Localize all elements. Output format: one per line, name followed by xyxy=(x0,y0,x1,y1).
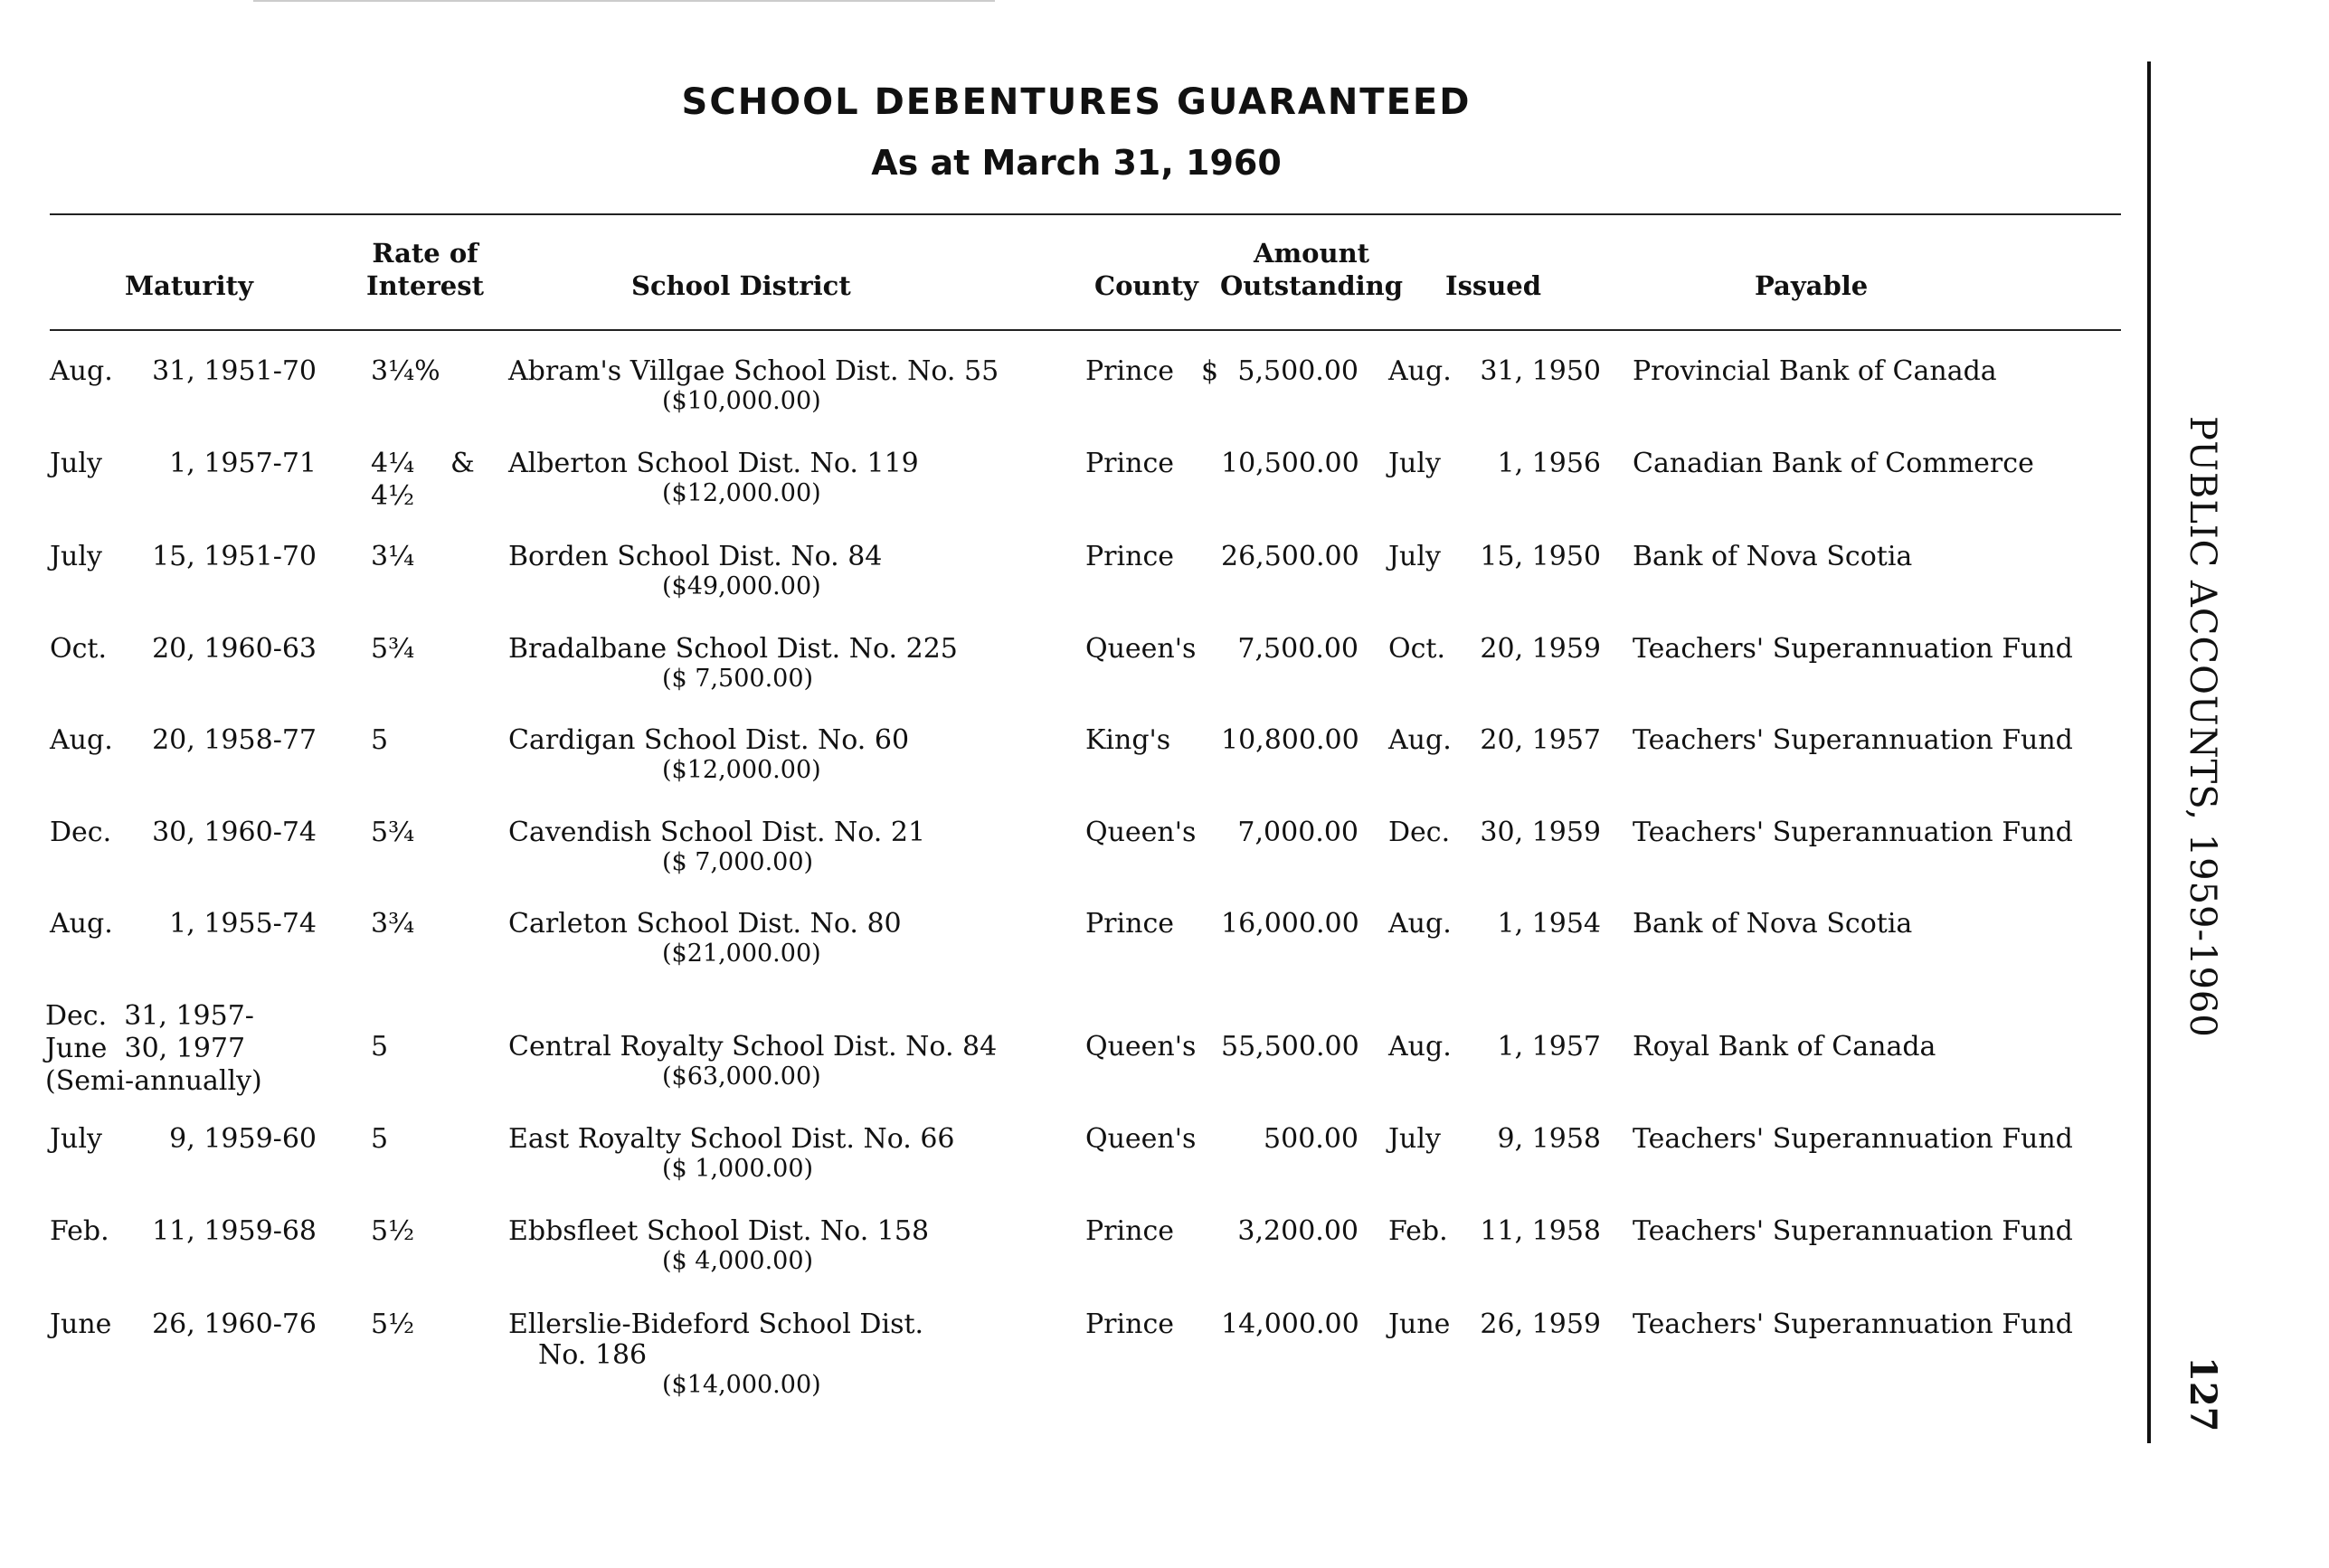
header-rate-line2: Interest xyxy=(366,270,484,301)
amount-outstanding: 7,500.00 xyxy=(1237,633,1359,665)
payable: Provincial Bank of Canada xyxy=(1633,355,1997,387)
original-amount: ($ 7,000.00) xyxy=(662,848,814,876)
school-district: Cardigan School Dist. No. 60 xyxy=(508,724,910,756)
amount-outstanding: 14,000.00 xyxy=(1221,1308,1359,1340)
original-amount: ($ 4,000.00) xyxy=(662,1247,814,1275)
maturity-date: 20, 1958-77 xyxy=(152,724,317,756)
issued-date: 30, 1959 xyxy=(1480,817,1601,848)
table-row xyxy=(0,1030,2135,1120)
county: Prince xyxy=(1085,541,1174,572)
issued-month: Dec. xyxy=(1388,817,1451,848)
county: King's xyxy=(1085,724,1171,756)
interest-rate-second: 4½ xyxy=(371,480,415,512)
school-district: Carleton School Dist. No. 80 xyxy=(508,908,902,940)
table-row xyxy=(0,1122,2135,1213)
issued-month: Feb. xyxy=(1388,1215,1448,1247)
issued-month: Aug. xyxy=(1388,908,1452,940)
school-district-line2: No. 186 xyxy=(538,1339,648,1371)
school-district: Alberton School Dist. No. 119 xyxy=(508,448,919,479)
issued-month: Oct. xyxy=(1388,633,1445,665)
maturity-date: 15, 1951-70 xyxy=(152,541,317,572)
maturity-month: Aug. xyxy=(50,908,113,940)
maturity-date: 20, 1960-63 xyxy=(152,633,317,665)
running-header: PUBLIC ACCOUNTS, 1959-1960 xyxy=(2182,416,2223,1038)
header-issued: Issued xyxy=(1445,270,1542,301)
maturity-month: July xyxy=(50,448,102,479)
county: Prince xyxy=(1085,355,1174,387)
original-amount: ($10,000.00) xyxy=(662,387,821,415)
header-school-district: School District xyxy=(631,270,851,301)
issued-month: Aug. xyxy=(1388,1031,1452,1063)
page-title: SCHOOL DEBENTURES GUARANTEED xyxy=(681,81,1472,123)
interest-rate: 5½ xyxy=(371,1215,415,1247)
county: Prince xyxy=(1085,908,1174,940)
issued-date: 1, 1954 xyxy=(1497,908,1601,940)
amount-outstanding: 500.00 xyxy=(1264,1123,1359,1155)
issued-date: 26, 1959 xyxy=(1480,1308,1601,1340)
original-amount: ($12,000.00) xyxy=(662,756,821,784)
maturity-line2: June 30, 1977 xyxy=(45,1033,246,1064)
table-row xyxy=(0,632,2135,723)
maturity-month: July xyxy=(50,541,102,572)
maturity-month: July xyxy=(50,1123,102,1155)
original-amount: ($63,000.00) xyxy=(662,1063,821,1091)
maturity-line1: Dec. 31, 1957- xyxy=(45,1000,254,1032)
maturity-month: Oct. xyxy=(50,633,107,665)
table-row xyxy=(0,816,2135,906)
maturity-month: Dec. xyxy=(50,817,112,848)
school-district: Borden School Dist. No. 84 xyxy=(508,541,883,572)
county: Queen's xyxy=(1085,817,1197,848)
interest-rate: 5¾ xyxy=(371,633,415,665)
original-amount: ($12,000.00) xyxy=(662,479,821,507)
original-amount: ($ 1,000.00) xyxy=(662,1155,814,1183)
issued-date: 1, 1957 xyxy=(1497,1031,1601,1063)
amount-outstanding: 7,000.00 xyxy=(1237,817,1359,848)
interest-rate: 5¾ xyxy=(371,817,415,848)
issued-date: 11, 1958 xyxy=(1480,1215,1601,1247)
interest-rate: 3¼ xyxy=(371,541,415,572)
page-subtitle: As at March 31, 1960 xyxy=(871,143,1282,183)
maturity-month: Feb. xyxy=(50,1215,109,1247)
issued-date: 1, 1956 xyxy=(1497,448,1601,479)
issued-date: 20, 1959 xyxy=(1480,633,1601,665)
header-amount-line1: Amount xyxy=(1253,238,1370,269)
payable: Canadian Bank of Commerce xyxy=(1633,448,2034,479)
county: Prince xyxy=(1085,448,1174,479)
county: Queen's xyxy=(1085,633,1197,665)
interest-rate: 4¼ xyxy=(371,448,415,479)
amount-outstanding: 5,500.00 xyxy=(1237,355,1359,387)
header-bottom-rule xyxy=(50,329,2121,331)
maturity-date: 9, 1959-60 xyxy=(169,1123,317,1155)
county: Queen's xyxy=(1085,1031,1197,1063)
original-amount: ($21,000.00) xyxy=(662,940,821,968)
county: Prince xyxy=(1085,1215,1174,1247)
issued-month: Aug. xyxy=(1388,724,1452,756)
school-district: Ellerslie-Bideford School Dist. xyxy=(508,1308,924,1340)
table-row xyxy=(0,447,2135,537)
payable: Bank of Nova Scotia xyxy=(1633,908,1913,940)
amount-outstanding: 55,500.00 xyxy=(1221,1031,1359,1063)
maturity-date: 1, 1957-71 xyxy=(169,448,317,479)
issued-month: July xyxy=(1388,448,1441,479)
original-amount: ($14,000.00) xyxy=(662,1371,821,1399)
payable: Royal Bank of Canada xyxy=(1633,1031,1936,1063)
school-district: Ebbsfleet School Dist. No. 158 xyxy=(508,1215,930,1247)
payable: Bank of Nova Scotia xyxy=(1633,541,1913,572)
payable: Teachers' Superannuation Fund xyxy=(1633,817,2073,848)
issued-date: 9, 1958 xyxy=(1497,1123,1601,1155)
issued-month: Aug. xyxy=(1388,355,1452,387)
interest-rate: 3¾ xyxy=(371,908,415,940)
dollar-sign: $ xyxy=(1201,355,1219,387)
page-number: 127 xyxy=(2182,1356,2224,1432)
county: Queen's xyxy=(1085,1123,1197,1155)
issued-date: 31, 1950 xyxy=(1480,355,1601,387)
payable: Teachers' Superannuation Fund xyxy=(1633,1215,2073,1247)
issued-month: June xyxy=(1388,1308,1451,1340)
issued-month: July xyxy=(1388,541,1441,572)
issued-date: 20, 1957 xyxy=(1480,724,1601,756)
county: Prince xyxy=(1085,1308,1174,1340)
issued-month: July xyxy=(1388,1123,1441,1155)
header-county: County xyxy=(1094,270,1198,301)
interest-rate-ampersand: & xyxy=(450,448,475,479)
table-row xyxy=(0,723,2135,814)
header-maturity: Maturity xyxy=(125,270,253,301)
school-district: Cavendish School Dist. No. 21 xyxy=(508,817,926,848)
payable: Teachers' Superannuation Fund xyxy=(1633,724,2073,756)
maturity-line3: (Semi-annually) xyxy=(45,1065,262,1097)
amount-outstanding: 10,800.00 xyxy=(1221,724,1359,756)
interest-rate: 5 xyxy=(371,1123,389,1155)
amount-outstanding: 10,500.00 xyxy=(1221,448,1359,479)
payable: Teachers' Superannuation Fund xyxy=(1633,633,2073,665)
maturity-month: Aug. xyxy=(50,724,113,756)
table-row xyxy=(0,540,2135,630)
original-amount: ($49,000.00) xyxy=(662,572,821,600)
maturity-month: Aug. xyxy=(50,355,113,387)
original-amount: ($ 7,500.00) xyxy=(662,665,814,693)
interest-rate: 3¼% xyxy=(371,355,440,387)
maturity-month: June xyxy=(50,1308,112,1340)
maturity-date: 1, 1955-74 xyxy=(169,908,317,940)
scan-edge-line xyxy=(253,0,995,2)
maturity-date: 26, 1960-76 xyxy=(152,1308,317,1340)
school-district: Abram's Villgae School Dist. No. 55 xyxy=(508,355,999,387)
table-row xyxy=(0,354,2135,445)
header-payable: Payable xyxy=(1755,270,1869,301)
maturity-date: 11, 1959-68 xyxy=(152,1215,317,1247)
payable: Teachers' Superannuation Fund xyxy=(1633,1123,2073,1155)
payable: Teachers' Superannuation Fund xyxy=(1633,1308,2073,1340)
amount-outstanding: 26,500.00 xyxy=(1221,541,1359,572)
maturity-date: 30, 1960-74 xyxy=(152,817,317,848)
school-district: East Royalty School Dist. No. 66 xyxy=(508,1123,955,1155)
header-top-rule xyxy=(50,213,2121,215)
interest-rate: 5 xyxy=(371,724,389,756)
table-row xyxy=(0,907,2135,997)
amount-outstanding: 3,200.00 xyxy=(1237,1215,1359,1247)
maturity-date: 31, 1951-70 xyxy=(152,355,317,387)
interest-rate: 5½ xyxy=(371,1308,415,1340)
school-district: Central Royalty School Dist. No. 84 xyxy=(508,1031,998,1063)
table-row xyxy=(0,1308,2135,1425)
issued-date: 15, 1950 xyxy=(1480,541,1601,572)
table-row xyxy=(0,1214,2135,1305)
header-rate-line1: Rate of xyxy=(372,238,478,269)
interest-rate: 5 xyxy=(371,1031,389,1063)
amount-outstanding: 16,000.00 xyxy=(1221,908,1359,940)
header-amount-line2: Outstanding xyxy=(1220,270,1403,301)
school-district: Bradalbane School Dist. No. 225 xyxy=(508,633,958,665)
